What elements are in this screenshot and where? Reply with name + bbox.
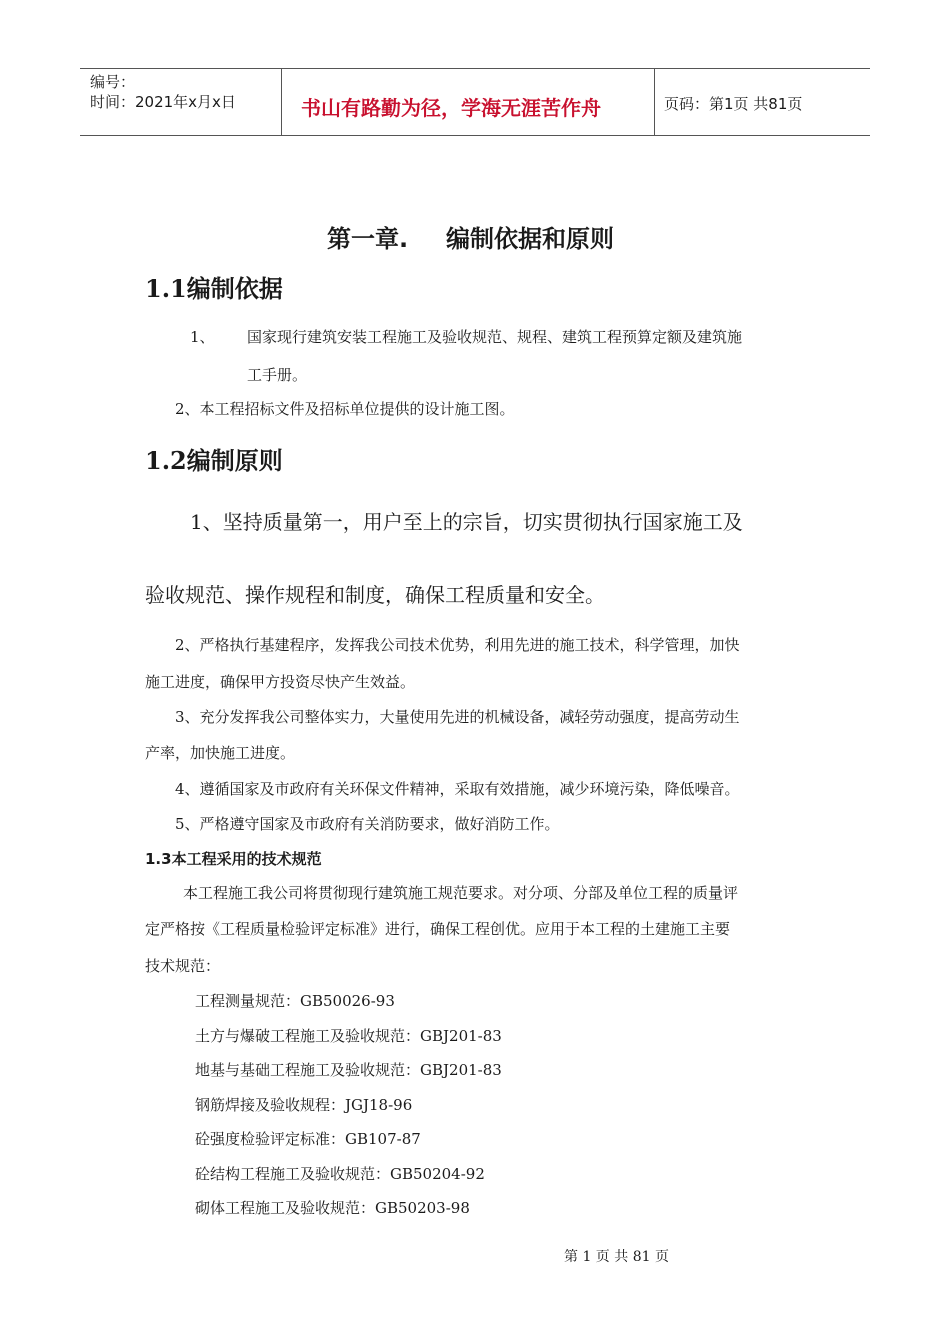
header-motto: 书山有路勤为径，学海无涯苦作舟 [301,96,601,120]
section-1-2-item2-line2: 施工进度，确保甲方投资尽快产生效益。 [145,673,416,691]
standard-item: 砼结构工程施工及验收规范：GB50204-92 [195,1165,485,1183]
section-1-1-item1-line2: 工手册。 [247,366,308,384]
standard-item: 砌体工程施工及验收规范：GB50203-98 [195,1199,470,1217]
header-divider-right [654,68,655,136]
header-divider-left [281,68,282,136]
chapter-number: 第一章. [327,225,409,253]
section-1-1-item1-line1: 国家现行建筑安装工程施工及验收规范、规程、建筑工程预算定额及建筑施 [247,328,743,346]
chapter-title: 编制依据和原则 [446,225,614,253]
footer-page-number: 第 1 页 共 81 页 [564,1249,669,1265]
section-1-2-item1-line1: 1、坚持质量第一，用户至上的宗旨，切实贯彻执行国家施工及 [190,510,743,534]
standard-item: 土方与爆破工程施工及验收规范：GBJ201-83 [195,1027,502,1045]
section-1-3-para-line1: 本工程施工我公司将贯彻现行建筑施工规范要求。对分项、分部及单位工程的质量评 [183,884,739,902]
section-1-2-item4: 4、遵循国家及市政府有关环保文件精神，采取有效措施，减少环境污染，降低噪音。 [175,780,740,798]
standard-item: 砼强度检验评定标准：GB107-87 [195,1130,421,1148]
header-top-rule [80,68,870,69]
section-1-2-item3-line2: 产率，加快施工进度。 [145,744,296,762]
section-1-1-item1-number: 1、 [190,328,215,346]
section-1-3-para-line2: 定严格按《工程质量检验评定标准》进行，确保工程创优。应用于本工程的土建施工主要 [145,920,731,938]
section-1-1-title: 1.1编制依据 [145,274,283,303]
header-code-label: 编号： [90,73,136,91]
standard-item: 工程测量规范：GB50026-93 [195,992,395,1010]
header-page-info: 页码：第1页 共81页 [664,95,803,113]
section-1-2-item3-line1: 3、充分发挥我公司整体实力，大量使用先进的机械设备，减轻劳动强度，提高劳动生 [175,708,740,726]
section-1-1-item2: 2、本工程招标文件及招标单位提供的设计施工图。 [175,400,515,418]
section-1-3-para-line3: 技术规范： [145,957,221,975]
header-time-label: 时间：2021年x月x日 [90,93,236,111]
standard-item: 钢筋焊接及验收规程：JGJ18-96 [195,1096,413,1114]
standard-item: 地基与基础工程施工及验收规范：GBJ201-83 [195,1061,502,1079]
section-1-2-item2-line1: 2、严格执行基建程序，发挥我公司技术优势，利用先进的施工技术，科学管理，加快 [175,636,740,654]
section-1-2-item1-line2: 验收规范、操作规程和制度，确保工程质量和安全。 [145,583,605,607]
section-1-2-item5: 5、严格遵守国家及市政府有关消防要求，做好消防工作。 [175,815,560,833]
section-1-2-title: 1.2编制原则 [145,446,283,475]
header-bottom-rule [80,135,870,136]
section-1-3-title: 1.3本工程采用的技术规范 [145,850,322,868]
